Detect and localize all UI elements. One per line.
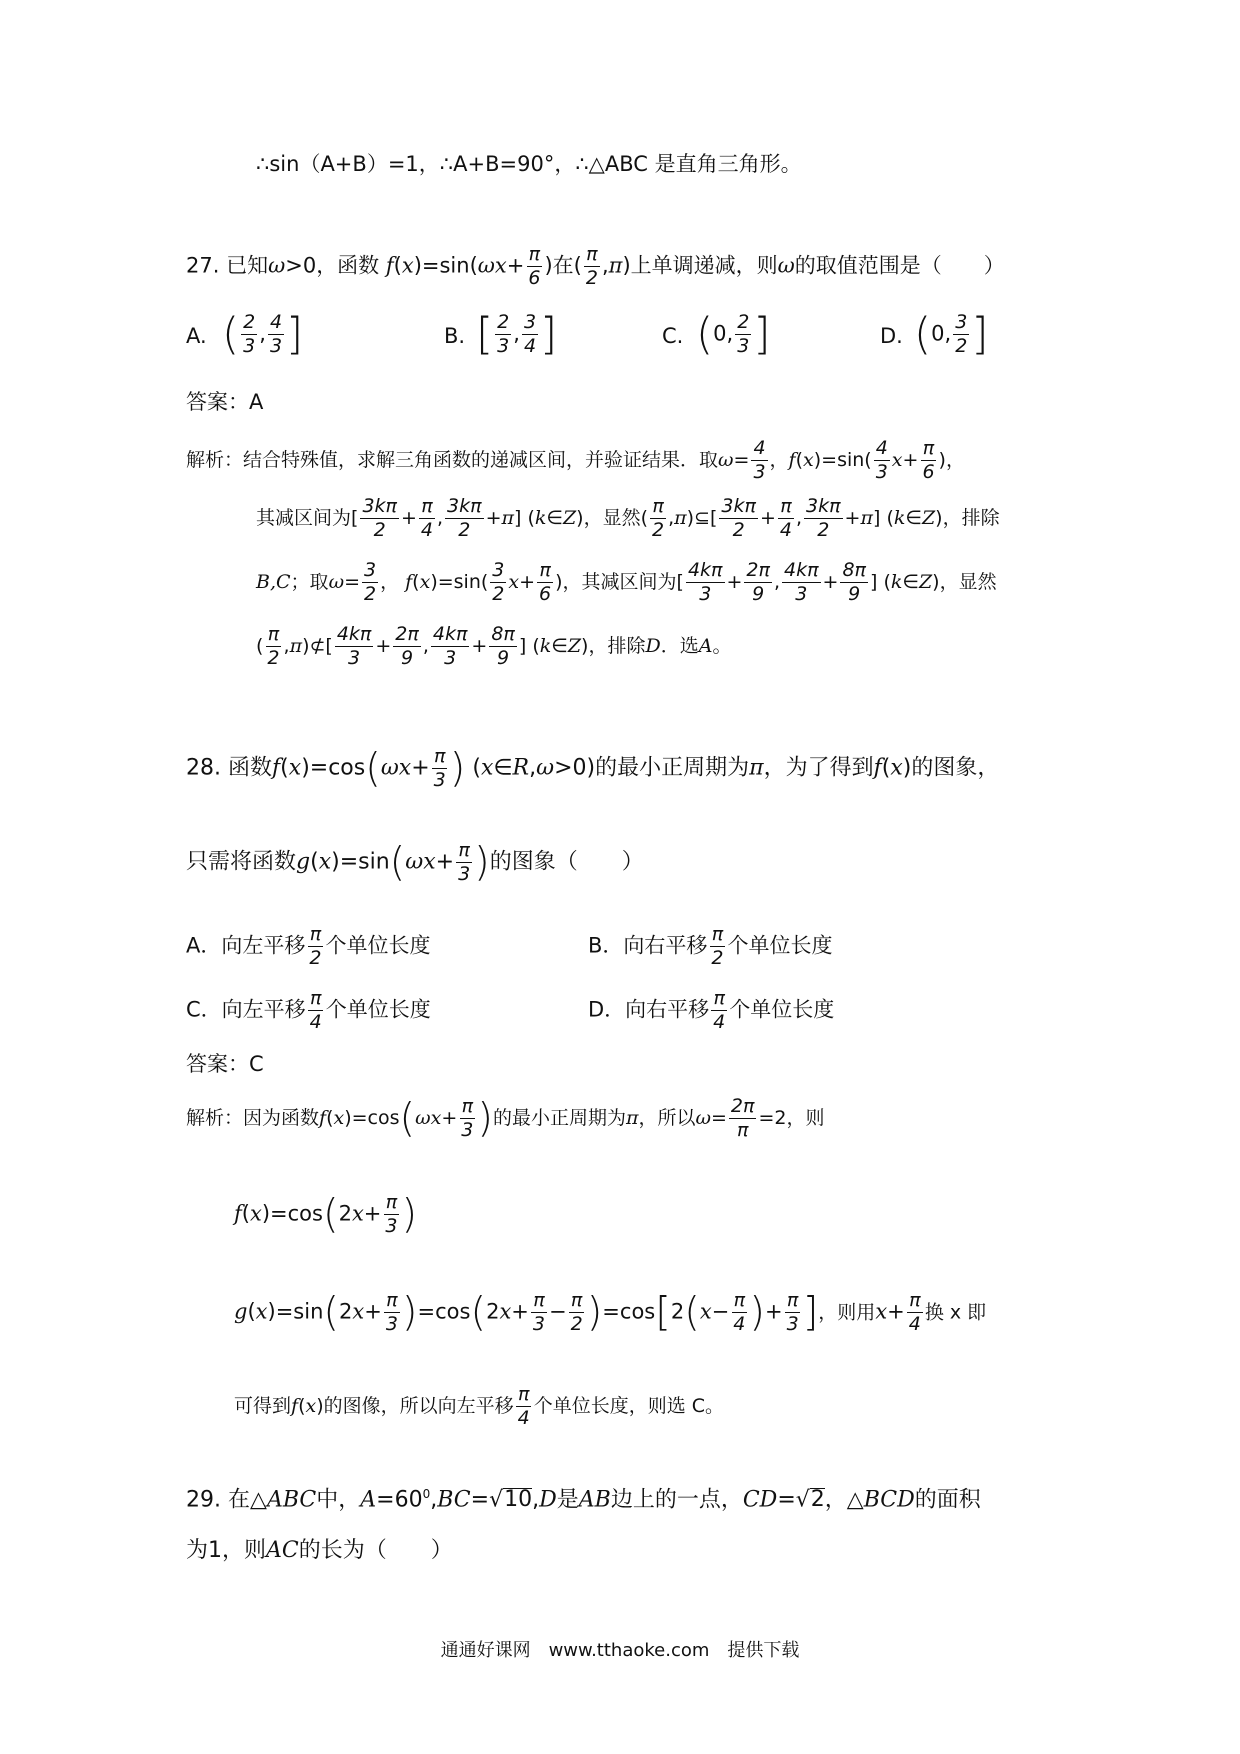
q28-stem-2: 只需将函数g(x)=sin(ωx+ $\frac{\pi}{3}$ )的图象（ ） [186,839,644,886]
q28-option-c: C．向左平移 $\frac{\pi}{4}$ 个单位长度 [186,987,431,1033]
q29-stem-2: 为1，则AC的长为（ ） [186,1538,453,1563]
q28-analysis-gx: g(x)=sin(2x+ $\frac{\pi}{3}$ )=cos(2x+ $\frac{\pi}{3}$ − $\frac{\pi}{2}$ )=cos[2(x− $\frac{\pi}{4}$ )+ $\frac{\pi}{3}$ ]，则用x+ $\frac{\pi}{4}$ 换 x 即 [234,1289,987,1336]
conclusion-line: ∴sin（A+B）=1，∴A+B=90°，∴△ABC 是直角三角形。 [256,152,802,176]
q27-analysis-3: B,C；取ω= $\frac{3}{2}$ ， f(x)=sin( $\frac{3}{2}$ x+ $\frac{\pi}{6}$ )，其减区间为[ $\frac{4k\pi}{3}$ + $\frac{2\pi}{9}$ , $\frac{4k\pi}{3}$ + $\frac{8\pi}{9}$ ] (k∈Z)，显然 [256,559,997,605]
q28-analysis-fx: f(x)=cos(2x+ $\frac{\pi}{3}$ ) [234,1191,418,1238]
q29-stem-1: 29. 在△ABC中，$A=60^0,BC=√10,D$是AB边上的一点，CD=√2，△BCD的面积 [186,1487,981,1513]
q28-analysis-1: 解析：因为函数f(x)=cos(ωx+ $\frac{\pi}{3}$ )的最小正周期为π，所以ω= $\frac{2\pi}{\pi}$ =2，则 [186,1095,825,1142]
q28-answer: 答案：C [186,1052,264,1076]
q27-analysis-1: 解析：结合特殊值，求解三角函数的递减区间，并验证结果．取ω= $\frac{4}{3}$ ，f(x)=sin( $\frac{4}{3}$ x+ $\frac{\pi}{6}$ )， [186,437,965,483]
q28-analysis-3: 可得到f(x)的图像，所以向左平移 $\frac{\pi}{4}$ 个单位长度，则选 C。 [234,1383,725,1429]
q28-option-d: D．向右平移 $\frac{\pi}{4}$ 个单位长度 [588,987,835,1033]
q27-analysis-4: ( $\frac{\pi}{2}$ ,π)⊄[ $\frac{4k\pi}{3}$ + $\frac{2\pi}{9}$ , $\frac{4k\pi}{3}$ + $\frac{8\pi}{9}$ ] (k∈Z)，排除D．选A。 [256,623,732,669]
q28-option-a: A．向左平移 $\frac{\pi}{2}$ 个单位长度 [186,923,431,969]
q27-stem: 27. 已知ω>0，函数 f(x)=sin(ωx+ $\frac{\pi}{6}$ )在( $\frac{\pi}{2}$ ,π)上单调递减，则ω的取值范围是（ ） [186,243,1005,289]
q28-option-b: B．向右平移 $\frac{\pi}{2}$ 个单位长度 [588,923,833,969]
q27-analysis-2: 其减区间为[ $\frac{3k\pi}{2}$ + $\frac{\pi}{4}$ , $\frac{3k\pi}{2}$ +π] (k∈Z)，显然( $\frac{\pi}{2}$ ,π)⊆[ $\frac{3k\pi}{2}$ + $\frac{\pi}{4}$ , $\frac{3k\pi}{2}$ +π] (k∈Z)，排除 [256,495,1000,541]
q28-stem-1: 28. 函数f(x)=cos(ωx+ $\frac{\pi}{3}$ ) (x∈R,ω>0)的最小正周期为π，为了得到f(x)的图象， [186,745,1000,792]
page-footer: 通通好课网 www.tthaoke.com 提供下载 [440,1640,800,1661]
q27-answer: 答案：A [186,390,264,414]
